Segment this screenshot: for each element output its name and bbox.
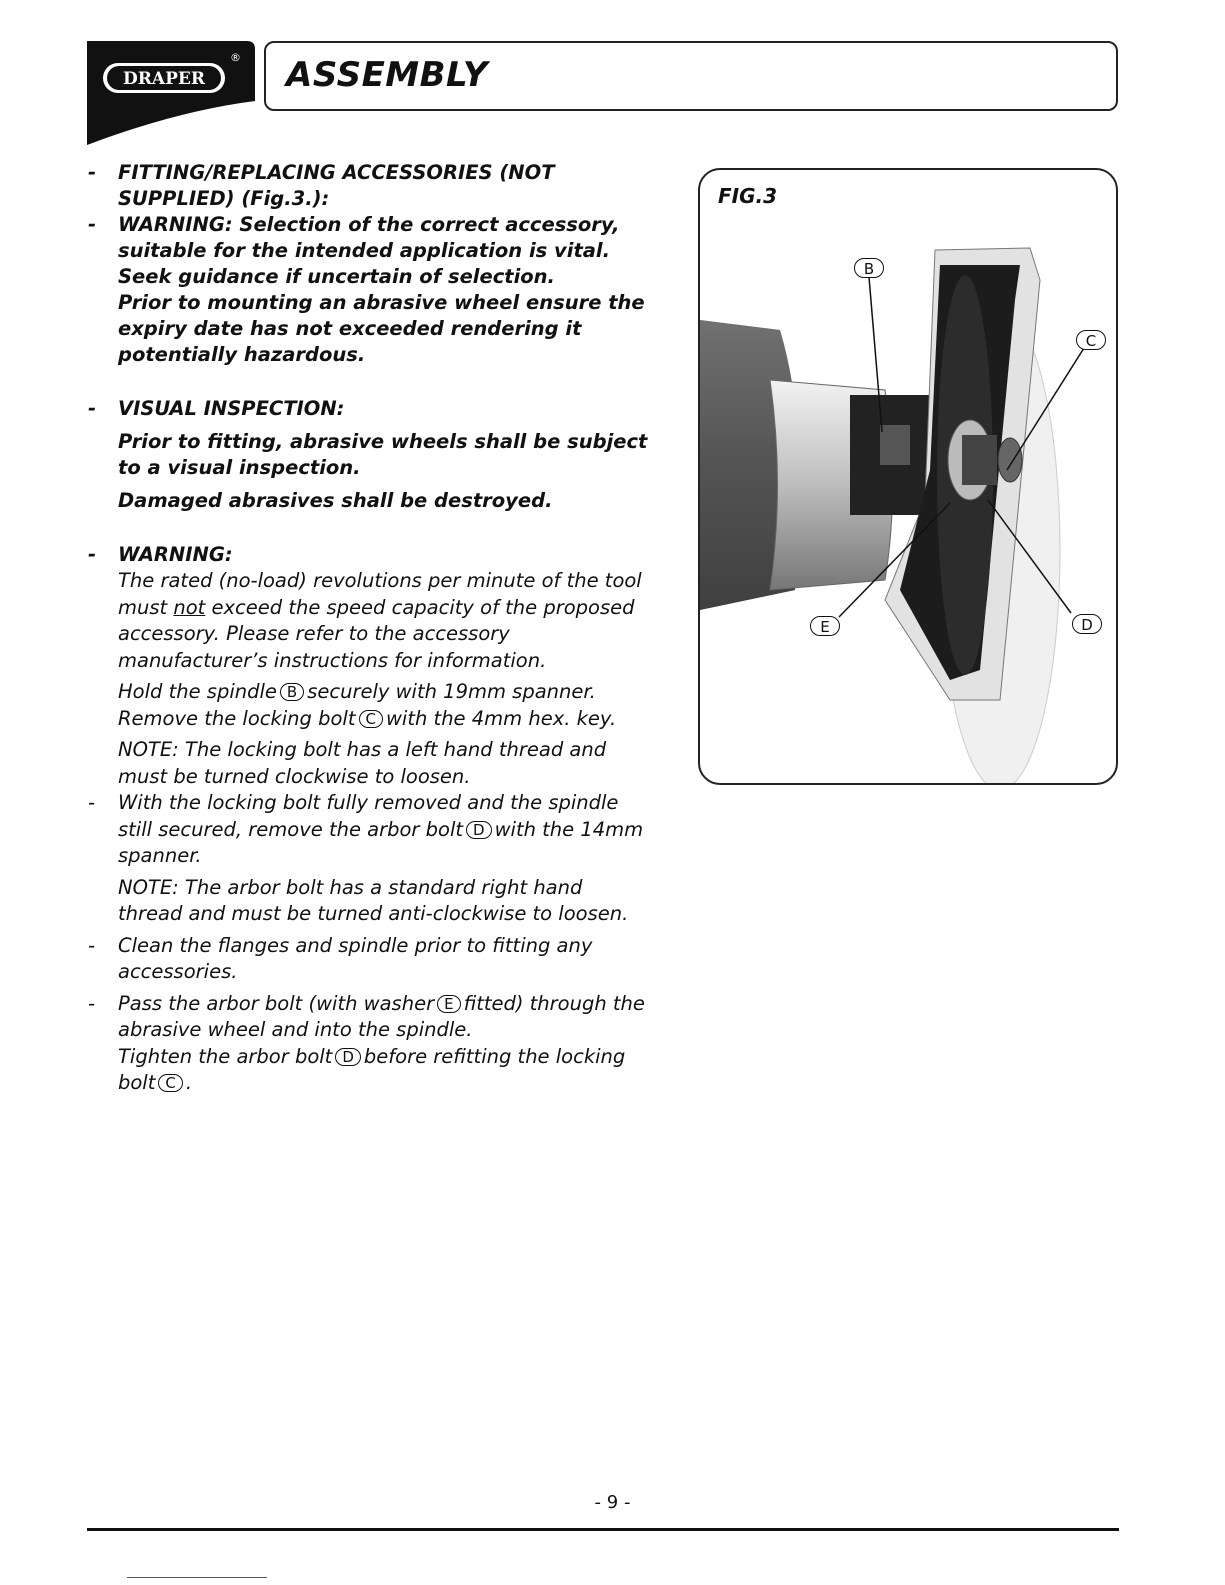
step-fit-wheel: - Pass the arbor bolt (with washer E fitted) through the abrasive wheel and into the spindle. Tighten the arbor bolt D before refitting the locking bolt C . bbox=[88, 991, 645, 1094]
draper-logo bbox=[87, 41, 255, 145]
section-title-box bbox=[264, 41, 1118, 111]
grinder-illustration bbox=[700, 170, 1118, 785]
figure-3 bbox=[698, 168, 1118, 785]
warning-speed: - WARNING: The rated (no-load) revolutions per minute of the tool must not exceed the speed capacity of the proposed accessory. Please refer to the accessory manufacturer’s instructions for information. Hold the spindle B securely with 19mm spanner. Remove the locking bolt C with the 4mm hex. key. NOTE: The locking bolt has a left hand thread and must be turned clockwise to loosen. bbox=[88, 542, 648, 790]
brand-text: DRAPER bbox=[123, 69, 205, 89]
callout-e: E bbox=[810, 616, 840, 636]
ref-c: C bbox=[359, 710, 383, 728]
callout-c: C bbox=[1076, 330, 1106, 350]
warning-selection: - WARNING: Selection of the correct accessory, suitable for the intended application is vital. Seek guidance if uncertain of selection. Prior to mounting an abrasive wheel ensure the expiry date has not exceeded rendering it potentially hazardous. bbox=[88, 213, 645, 366]
figure-title: FIG.3 bbox=[718, 184, 778, 208]
ref-d: D bbox=[466, 821, 492, 839]
page-title: ASSEMBLY bbox=[286, 55, 489, 95]
step-remove-arbor-bolt: - With the locking bolt fully removed and the spindle still secured, remove the arbor bolt D with the 14mm spanner. NOTE: The arbor bolt has a standard right hand thread and must be turned anti-clockwise to loosen. bbox=[88, 791, 644, 925]
fitting-heading: - FITTING/REPLACING ACCESSORIES (NOT SUPPLIED) (Fig.3.): bbox=[88, 161, 555, 210]
registered-mark: ® bbox=[230, 51, 241, 64]
instructions-column bbox=[88, 160, 648, 1097]
warning-heading: WARNING: bbox=[118, 543, 233, 566]
ref-b: B bbox=[280, 683, 304, 701]
callout-b: B bbox=[854, 258, 884, 278]
ref-e: E bbox=[437, 995, 460, 1013]
footer-rule bbox=[87, 1528, 1119, 1531]
step-clean-flanges: - Clean the flanges and spindle prior to fitting any accessories. bbox=[88, 933, 593, 983]
callout-d: D bbox=[1072, 614, 1102, 634]
inspection-heading: VISUAL INSPECTION: bbox=[118, 397, 345, 420]
ref-c: C bbox=[158, 1074, 182, 1092]
blue-underline bbox=[127, 1577, 267, 1578]
page-number: - 9 - bbox=[594, 1492, 631, 1513]
visual-inspection: - VISUAL INSPECTION: Prior to fitting, abrasive wheels shall be subject to a visual inspection. Damaged abrasives shall be destroyed. bbox=[88, 397, 648, 512]
ref-d: D bbox=[335, 1048, 361, 1066]
